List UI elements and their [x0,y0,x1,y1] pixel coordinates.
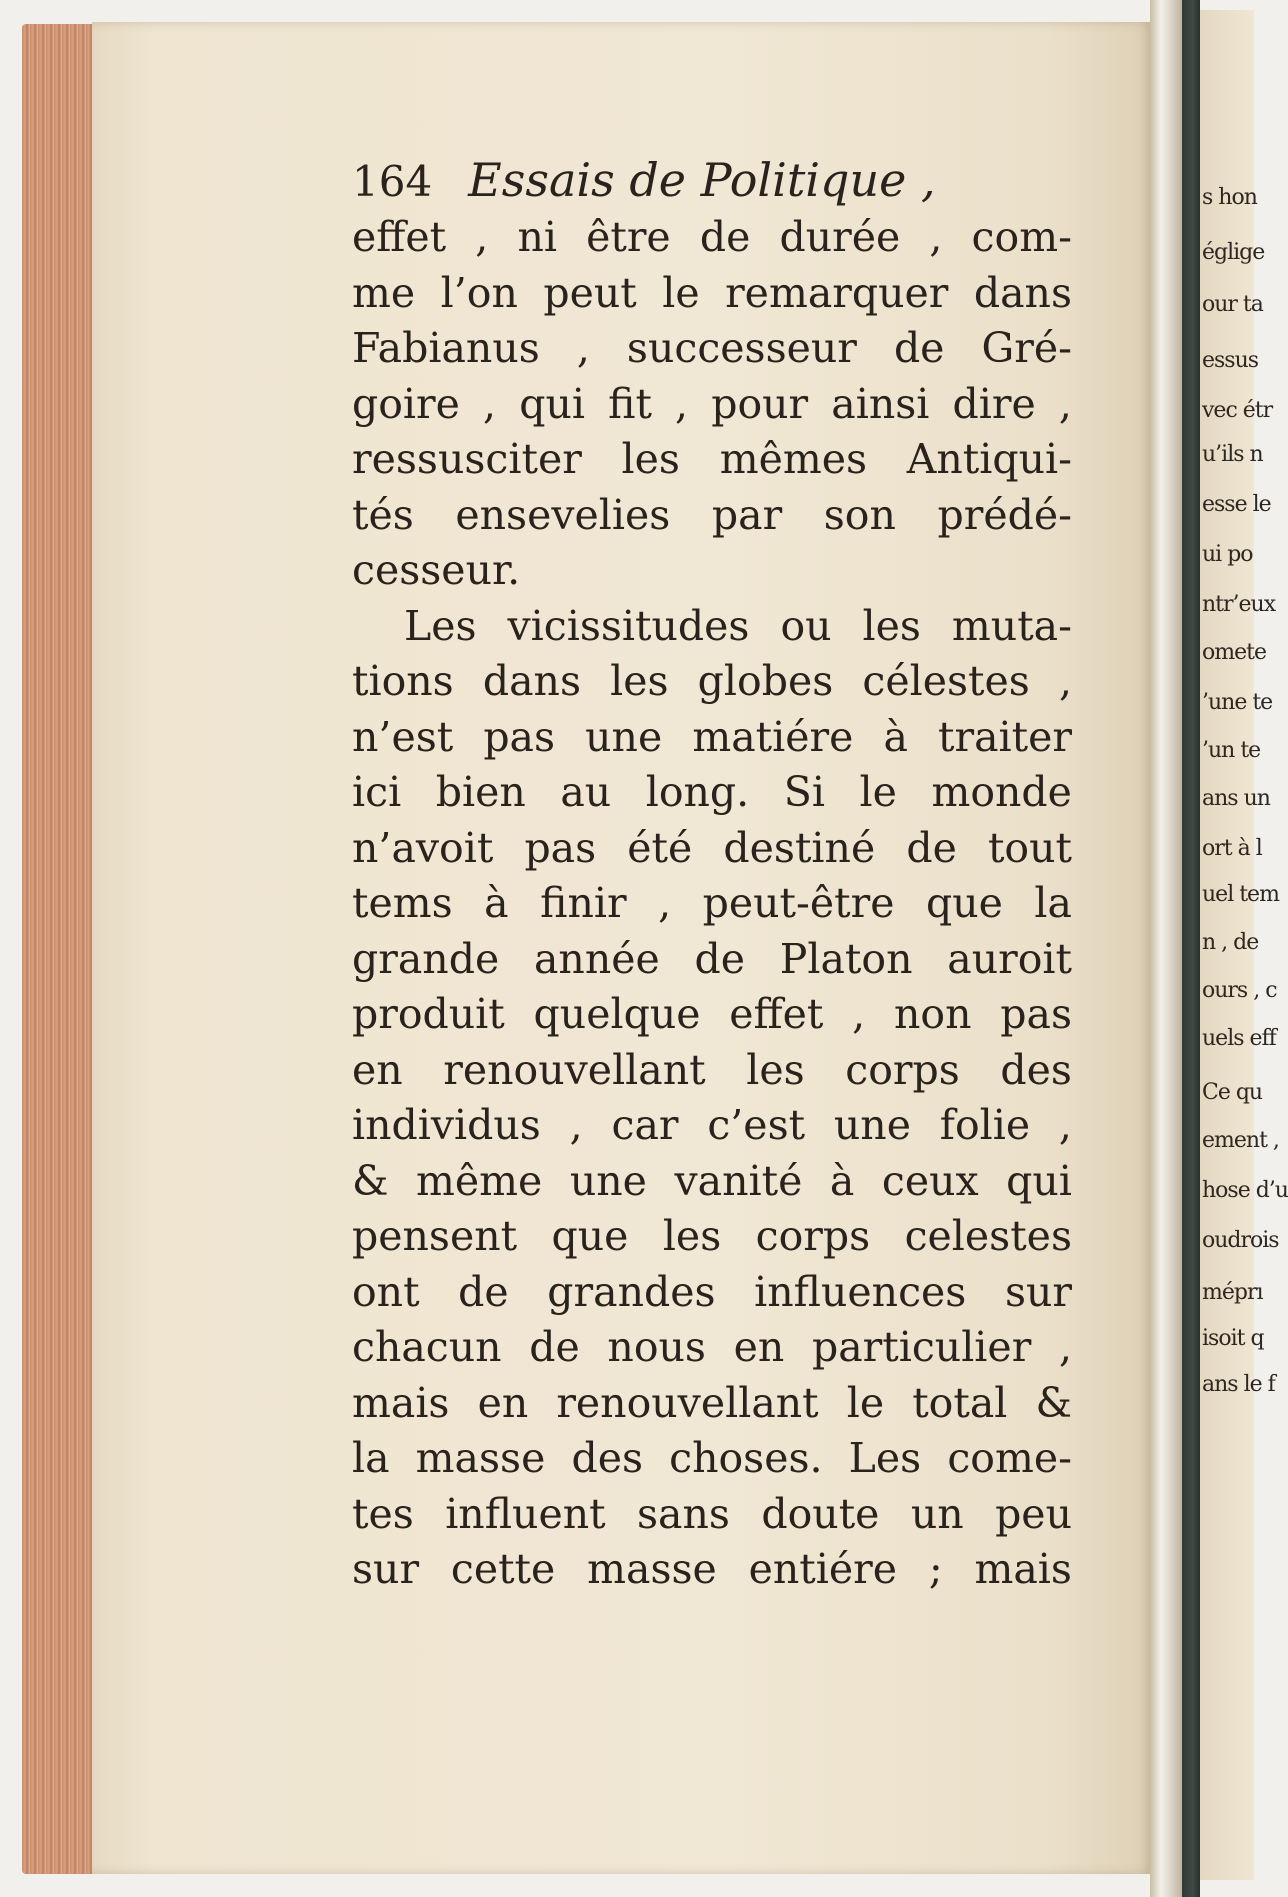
next-page-fragment: omete [1202,640,1266,665]
word: célestes [862,657,1030,705]
text-line [352,987,1072,1043]
word: com- [971,213,1072,261]
word: & [352,1156,389,1205]
word: été [627,823,693,872]
word: auroit [947,934,1072,983]
word: , [658,879,672,927]
word: n’est [352,712,454,761]
word: pas [524,823,597,872]
next-page-fragment: esse le [1202,492,1271,517]
word: de [458,1267,509,1316]
next-page-fragment: ’un te [1202,738,1261,763]
word: le [846,1378,885,1427]
text-line [352,210,1072,266]
word: de [529,1323,580,1371]
word: être [586,213,671,261]
word: de [906,823,957,872]
word: ceux [881,1156,979,1205]
word: son [823,490,896,539]
word: durée [779,213,901,261]
word: sur [352,1545,420,1593]
word: une [585,712,663,761]
word: chacun [352,1323,502,1371]
next-page-fragment: ort à l [1202,836,1262,861]
word: ni [517,213,557,261]
next-page-fragment: Ce qu [1202,1080,1263,1105]
text-line [352,543,1072,599]
text-line [352,821,1072,877]
word: une [569,1156,647,1205]
word: les [610,657,669,705]
word: effet [729,990,824,1038]
word: , [569,1101,583,1149]
word: mêmes [719,435,868,483]
word: nous [607,1323,706,1371]
word: en [733,1323,785,1371]
word: à [883,712,908,761]
word: , [483,379,497,428]
word: monde [931,768,1072,816]
running-header [352,150,1072,210]
word: destiné [723,823,876,872]
word: Antiqui- [906,435,1072,483]
word: en [477,1378,529,1427]
word: les [862,601,921,650]
next-page-fragment: isoit q [1202,1326,1264,1351]
word: successeur [626,324,857,372]
word: corps [845,1045,960,1094]
word: car [611,1101,679,1149]
word: de [893,324,945,372]
word: , [1058,1323,1072,1371]
word: ou [780,601,832,650]
word: un [910,1489,964,1538]
next-page-fragment: n , de [1202,930,1259,955]
text-line [352,932,1072,988]
text-line [352,599,1072,655]
word: à [484,879,509,927]
word: renouvellant [443,1045,706,1094]
word: individus [352,1101,541,1149]
text-line [352,377,1072,433]
word: le [662,268,700,317]
word: long. [645,768,750,816]
text-line [352,1209,1072,1265]
page-number: 164 [352,157,433,206]
text-line [352,1376,1072,1432]
word: peu [995,1489,1072,1538]
next-page-fragment: ours , c [1202,978,1277,1003]
text-line [352,654,1072,710]
next-page-fragment: hose d’u [1202,1178,1288,1203]
word: me [352,268,416,317]
word: sur [1004,1267,1072,1316]
word: de [694,934,746,983]
text-line [352,1542,1072,1598]
word: peut [543,268,637,317]
word: & [1035,1378,1072,1427]
word: bien [435,768,526,816]
word: , [675,379,689,428]
text-line [352,1487,1072,1543]
text-line [352,1320,1072,1376]
word: en [352,1045,403,1094]
next-page-fragment: ans le f [1202,1372,1275,1397]
word: des [571,1434,644,1482]
next-page-fragment: églige [1202,240,1265,265]
word: , [852,990,866,1038]
word: dans [973,268,1072,317]
word: qui [519,379,585,428]
word: la [1034,879,1072,927]
word: les [746,1045,805,1094]
word: grande [352,934,500,983]
next-page-fragment: ’une te [1202,690,1273,715]
word: dire [952,379,1036,428]
word: tés [352,490,414,539]
word: influent [445,1489,606,1538]
word: , [1058,657,1072,705]
word: n’avoit [352,823,494,872]
text-line [352,488,1072,544]
text-line [352,1154,1072,1210]
word: que [926,879,1003,927]
word: folie [939,1101,1031,1149]
word: Les [848,1434,922,1482]
word: celestes [904,1212,1072,1260]
binding-gutter [1150,0,1182,1897]
body-text [352,210,1072,1598]
word: traiter [938,712,1072,761]
word: globes [697,657,834,705]
word: peut-être [702,879,895,927]
word: vanité [674,1156,803,1205]
word: entiére [748,1545,897,1593]
text-line [352,321,1072,377]
word: muta- [951,601,1072,650]
word: mais [352,1378,450,1427]
word: l’on [440,268,518,317]
word: tions [352,657,454,705]
word: au [560,768,612,816]
next-page-edge [1200,10,1288,1880]
binding-strip [1182,0,1200,1897]
word: doute [761,1489,880,1538]
word: , [576,324,590,372]
word: remarquer [725,268,949,317]
word: pas [1000,990,1072,1038]
word: ; [928,1545,943,1593]
word: Fabianus [352,324,540,372]
next-page-fragment: ntr’eux [1202,592,1276,617]
word: une [833,1101,911,1149]
word: , [1058,379,1072,428]
word: corps [755,1212,871,1260]
word: cette [450,1545,556,1593]
word: , [475,213,489,261]
word: , [929,213,943,261]
word: cesseur. [352,546,521,594]
next-page-fragment: ans un [1202,786,1270,811]
word: dans [482,657,581,705]
word: par [711,490,783,539]
word: pensent [352,1212,518,1260]
word: année [533,934,660,983]
word: c’est [707,1101,806,1149]
word: Les [404,601,477,650]
word: de [699,213,751,261]
word: même [416,1156,543,1205]
word: la [352,1434,390,1482]
word: sans [637,1489,730,1538]
next-page-fragment: essus [1202,348,1259,373]
word: vicissitudes [507,601,750,650]
page-edges [22,24,102,1874]
word: tems [352,879,453,927]
word: fit [608,379,652,428]
word: choses. [669,1434,823,1482]
word: matiére [692,712,854,761]
word: ensevelies [455,490,671,539]
text-line [352,266,1072,322]
word: renouvellant [556,1378,819,1427]
text-line [352,1043,1072,1099]
word: grandes [547,1267,716,1316]
text-line [352,1431,1072,1487]
text-block [352,150,1072,1598]
word: produit [352,990,505,1038]
word: quelque [533,990,701,1038]
word: masse [587,1545,717,1593]
word: pour [711,379,809,428]
next-page-fragment: ement , [1202,1128,1279,1153]
text-line [352,876,1072,932]
next-page-fragment: vec étr [1202,398,1273,423]
word: Gré- [981,324,1072,372]
word: Si [783,768,825,816]
word: pas [483,712,556,761]
word: mais [974,1545,1072,1593]
next-page-fragment: uel tem [1202,882,1279,907]
running-title: Essais de Politique , [468,153,936,207]
text-line [352,710,1072,766]
word: influences [754,1267,967,1316]
word: , [1058,1101,1072,1149]
next-page-fragment: our ta [1202,292,1263,317]
word: masse [415,1434,546,1482]
word: les [621,435,680,483]
word: goire [352,379,460,428]
word: ici [352,768,402,816]
word: qui [1006,1156,1072,1205]
word: prédé- [937,490,1072,539]
word: effet [352,213,447,261]
word: finir [540,879,627,927]
word: que [551,1212,629,1260]
word: tout [987,823,1072,872]
next-page-fragment: uels eff [1202,1026,1276,1051]
word: à [829,1156,855,1205]
word: particulier [811,1323,1032,1371]
text-line [352,1098,1072,1154]
text-line [352,432,1072,488]
word: tes [352,1489,414,1538]
word: come- [947,1434,1072,1482]
next-page-fragment: oudrois [1202,1228,1279,1253]
word: total [912,1378,1008,1427]
text-line [352,1265,1072,1321]
word: ainsi [831,379,930,428]
next-page-fragment: s hon [1202,185,1257,210]
text-line [352,765,1072,821]
word: des [1000,1045,1072,1094]
word: les [662,1212,722,1260]
word: ressusciter [352,435,582,483]
next-page-fragment: u’ils n [1202,442,1263,467]
word: le [859,768,897,816]
word: Platon [779,934,913,983]
word: non [893,990,972,1038]
word: ont [352,1267,420,1316]
next-page-fragment: méprı [1202,1280,1263,1305]
next-page-fragment: ui po [1202,542,1253,567]
